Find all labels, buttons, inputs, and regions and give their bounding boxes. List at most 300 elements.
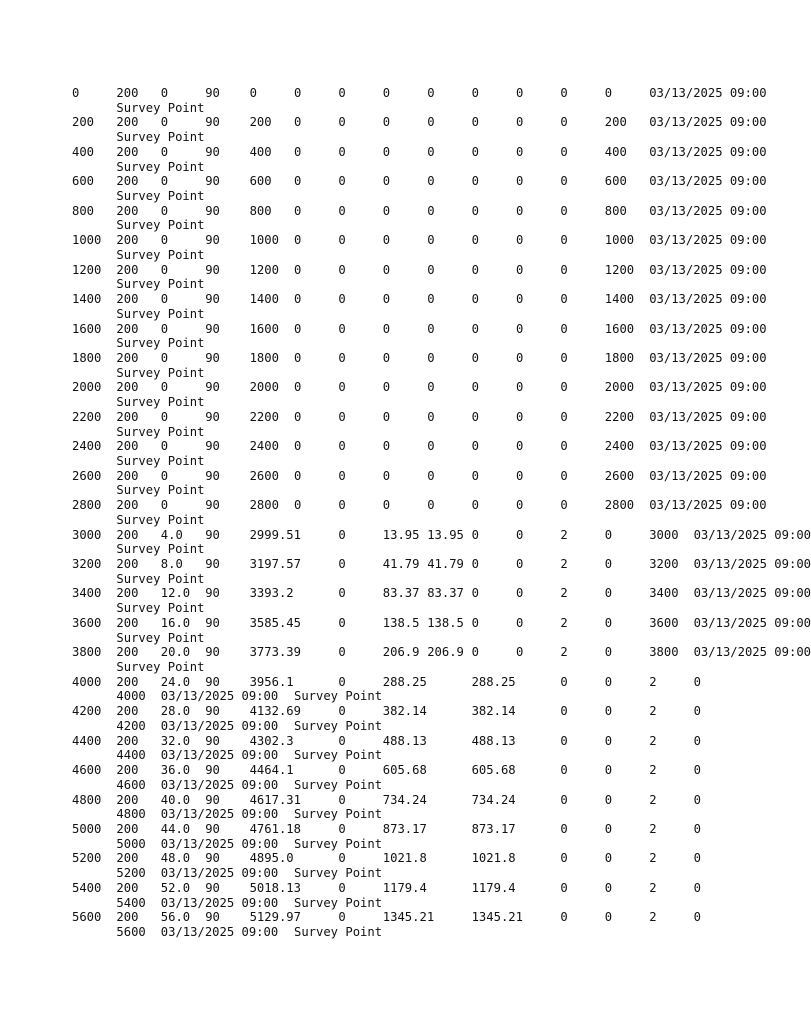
tvd-cell: 800 [249,203,272,218]
br-cell: 0 [604,733,613,748]
ns-cell: 0 [338,733,346,748]
inc-cell: 12.0 [160,586,191,601]
azi-cell: 90 [205,86,220,100]
ew-cell: 83.37 [382,586,420,601]
ew-cell: 1021.8 [382,851,427,866]
datetime-cell: 03/13/2025 09:00 [693,615,811,630]
azi-cell: 90 [205,792,220,807]
azi-cell: 90 [205,704,220,719]
table-row [72,675,762,704]
ew-cell: 0 [338,144,346,159]
tvd-cell: 3393.2 [249,586,294,601]
tvd-cell: 1600 [249,321,279,336]
azi-cell: 90 [205,674,220,689]
md-cell: 5400 [72,880,102,895]
azi-cell: 90 [205,262,220,277]
azi-cell: 90 [205,203,220,218]
vs-cell: 488.13 [471,733,516,748]
tvd-cell: 3773.39 [249,645,301,660]
tf-cell: 0 [693,821,701,836]
tr-cell: 2 [560,586,568,601]
cl-cell: 200 [116,174,139,189]
dls-cell: 0 [471,645,479,660]
table-row [72,86,767,115]
seq-cell: 5200 [116,866,146,881]
dls-cell: 0 [427,174,435,189]
table-row [72,586,811,616]
tr-cell: 2 [560,557,568,571]
md-cell: 2800 [72,498,102,513]
ns-cell: 0 [294,262,302,277]
inc-cell: 0 [160,115,169,130]
datetime-cell: 03/13/2025 09:00 [160,895,279,910]
table-row [72,321,767,351]
vs-cell: 0 [382,262,391,277]
tvd-cell: 2600 [249,468,279,483]
azi-cell: 90 [205,821,220,836]
tr-cell: 0 [516,144,524,159]
azi-cell: 90 [205,409,220,424]
cl-cell: 200 [116,468,139,483]
seq-cell: 1800 [604,350,635,365]
table-row [72,409,767,439]
tr-cell: 2 [649,674,657,689]
cl-cell: 200 [116,880,139,895]
cl-cell: 200 [116,557,139,571]
br-cell: 0 [604,910,613,925]
md-cell: 2400 [72,439,102,454]
cl-cell: 200 [116,292,139,307]
azi-cell: 90 [205,380,220,395]
azi-cell: 90 [205,350,220,365]
azi-cell: 90 [205,292,220,307]
azi-cell: 90 [205,115,220,130]
ns-cell: 0 [294,409,302,424]
datetime-cell: 03/13/2025 09:00 [160,718,279,733]
cl-cell: 200 [116,586,139,601]
vs-cell: 138.5 [427,615,464,630]
tr-cell: 0 [516,174,524,189]
seq-cell: 600 [604,174,627,189]
vs-cell: 0 [382,498,391,513]
tr-cell: 2 [560,615,568,630]
ew-cell: 288.25 [382,674,427,689]
azi-cell: 90 [205,557,220,571]
seq-cell: 5000 [116,836,146,851]
inc-cell: 0 [160,321,169,336]
tf-cell: 0 [560,498,568,513]
tr-cell: 0 [516,115,524,130]
md-cell: 4800 [72,792,102,807]
dls-cell: 0 [471,586,479,601]
cl-cell: 200 [116,321,139,336]
ns-cell: 0 [338,792,346,807]
md-cell: 800 [72,203,95,218]
datetime-cell: 03/13/2025 09:00 [649,498,767,513]
inc-cell: 24.0 [160,674,191,689]
inc-cell: 0 [160,144,169,159]
seq-cell: 3000 [649,527,679,542]
br-cell: 0 [516,645,524,660]
azi-cell: 90 [205,439,220,454]
ns-cell: 0 [338,645,346,660]
tf-cell: 0 [693,880,701,895]
datetime-cell: 03/13/2025 09:00 [649,468,767,483]
tvd-cell: 0 [249,86,257,100]
tvd-cell: 5018.13 [249,880,301,895]
survey-table [72,86,811,940]
inc-cell: 16.0 [160,615,191,630]
tvd-cell: 1400 [249,292,279,307]
br-cell: 0 [471,350,479,365]
tvd-cell: 600 [249,174,272,189]
br-cell: 0 [516,586,524,601]
inc-cell: 0 [160,292,169,307]
table-row [72,822,762,851]
tvd-cell: 3956.1 [249,674,294,689]
ns-cell: 0 [294,144,302,159]
table-row [72,144,767,174]
dls-cell: 0 [427,321,435,336]
br-cell: 0 [471,144,479,159]
dls-cell: 0 [427,468,435,483]
azi-cell: 90 [205,851,220,866]
cl-cell: 200 [116,704,139,719]
point-type-cell: Survey Point [116,571,205,586]
datetime-cell: 03/13/2025 09:00 [160,866,279,881]
point-type-cell: Survey Point [116,159,205,174]
tvd-cell: 2800 [249,498,279,513]
dls-cell: 0 [560,851,568,866]
md-cell: 3400 [72,586,102,601]
datetime-cell: 03/13/2025 09:00 [649,203,767,218]
ns-cell: 0 [338,586,346,601]
cl-cell: 200 [116,615,139,630]
tf-cell: 0 [604,527,613,542]
dls-cell: 0 [471,615,479,630]
tf-cell: 0 [693,704,701,719]
ns-cell: 0 [294,174,302,189]
table-row [72,468,767,498]
azi-cell: 90 [205,615,220,630]
cl-cell: 200 [116,851,139,866]
point-type-cell: Survey Point [116,247,205,262]
azi-cell: 90 [205,910,220,925]
table-row [72,763,762,792]
tr-cell: 0 [516,498,524,513]
tf-cell: 0 [560,233,568,248]
tr-cell: 2 [649,821,657,836]
table-row [72,645,811,675]
seq-cell: 2200 [604,409,635,424]
datetime-cell: 03/13/2025 09:00 [160,689,279,704]
tf-cell: 0 [560,380,568,395]
azi-cell: 90 [205,645,220,660]
tvd-cell: 4761.18 [249,821,301,836]
vs-cell: 0 [382,144,391,159]
tf-cell: 0 [560,350,568,365]
point-type-cell: Survey Point [294,689,383,704]
point-type-cell: Survey Point [116,277,205,292]
dls-cell: 0 [427,115,435,130]
br-cell: 0 [471,292,479,307]
ew-cell: 0 [338,439,346,454]
ew-cell: 13.95 [382,527,420,542]
dls-cell: 0 [560,880,568,895]
datetime-cell: 03/13/2025 09:00 [160,924,279,939]
datetime-cell: 03/13/2025 09:00 [649,144,767,159]
datetime-cell: 03/13/2025 09:00 [693,645,811,660]
cl-cell: 200 [116,674,139,689]
seq-cell: 2400 [604,439,635,454]
cl-cell: 200 [116,498,139,513]
cl-cell: 200 [116,439,139,454]
ns-cell: 0 [338,704,346,719]
vs-cell: 0 [382,321,391,336]
tf-cell: 0 [693,733,701,748]
inc-cell: 0 [160,409,169,424]
datetime-cell: 03/13/2025 09:00 [649,350,767,365]
ew-cell: 0 [338,174,346,189]
ns-cell: 0 [294,380,302,395]
tr-cell: 0 [516,380,524,395]
cl-cell: 200 [116,821,139,836]
dls-cell: 0 [427,86,435,100]
inc-cell: 0 [160,174,169,189]
cl-cell: 200 [116,409,139,424]
cl-cell: 200 [116,733,139,748]
ns-cell: 0 [338,763,346,778]
azi-cell: 90 [205,586,220,601]
br-cell: 0 [516,557,524,571]
dls-cell: 0 [560,821,568,836]
table-row [72,262,767,292]
md-cell: 3800 [72,645,102,660]
point-type-cell: Survey Point [116,542,205,557]
ns-cell: 0 [294,498,302,513]
cl-cell: 200 [116,144,139,159]
datetime-cell: 03/13/2025 09:00 [160,748,279,763]
inc-cell: 56.0 [160,910,191,925]
vs-cell: 0 [382,350,391,365]
tr-cell: 0 [516,468,524,483]
tf-cell: 0 [604,557,613,571]
md-cell: 2600 [72,468,102,483]
ew-cell: 138.5 [382,615,420,630]
seq-cell: 1400 [604,292,635,307]
vs-cell: 873.17 [471,821,516,836]
table-row [72,851,762,880]
vs-cell: 0 [382,203,391,218]
tvd-cell: 400 [249,144,272,159]
vs-cell: 41.79 [427,557,464,571]
dls-cell: 0 [427,498,435,513]
dls-cell: 0 [427,233,435,248]
datetime-cell: 03/13/2025 09:00 [649,321,767,336]
inc-cell: 0 [160,350,169,365]
tr-cell: 2 [560,645,568,660]
br-cell: 0 [471,321,479,336]
cl-cell: 200 [116,910,139,925]
md-cell: 3600 [72,615,102,630]
cl-cell: 200 [116,380,139,395]
inc-cell: 0 [160,380,169,395]
md-cell: 4200 [72,704,102,719]
md-cell: 5000 [72,821,102,836]
datetime-cell: 03/13/2025 09:00 [649,86,767,100]
seq-cell: 400 [604,144,627,159]
seq-cell: 3400 [649,586,679,601]
tf-cell: 0 [560,86,568,100]
dls-cell: 0 [471,527,479,542]
br-cell: 0 [604,674,613,689]
ew-cell: 488.13 [382,733,427,748]
md-cell: 1200 [72,262,102,277]
tvd-cell: 4302.3 [249,733,294,748]
datetime-cell: 03/13/2025 09:00 [649,380,767,395]
tf-cell: 0 [604,586,613,601]
table-row [72,115,767,145]
table-row [72,881,762,910]
vs-cell: 206.9 [427,645,464,660]
tf-cell: 0 [560,439,568,454]
cl-cell: 200 [116,203,139,218]
table-row [72,233,767,262]
inc-cell: 0 [160,86,169,100]
md-cell: 2000 [72,380,102,395]
dls-cell: 0 [427,292,435,307]
ns-cell: 0 [294,292,302,307]
table-row [72,292,767,321]
ew-cell: 41.79 [382,557,420,571]
ns-cell: 0 [338,821,346,836]
point-type-cell: Survey Point [116,218,205,233]
tvd-cell: 1200 [249,262,279,277]
point-type-cell: Survey Point [294,718,383,733]
tr-cell: 0 [516,262,524,277]
tvd-cell: 5129.97 [249,910,301,925]
point-type-cell: Survey Point [116,189,205,204]
tr-cell: 0 [516,409,524,424]
dls-cell: 0 [427,144,435,159]
dls-cell: 0 [560,674,568,689]
azi-cell: 90 [205,527,220,542]
datetime-cell: 03/13/2025 09:00 [649,174,767,189]
tf-cell: 0 [560,262,568,277]
ew-cell: 382.14 [382,704,427,719]
inc-cell: 44.0 [160,821,191,836]
md-cell: 4000 [72,674,102,689]
inc-cell: 0 [160,439,169,454]
point-type-cell: Survey Point [294,895,383,910]
ns-cell: 0 [294,115,302,130]
cl-cell: 200 [116,527,139,542]
vs-cell: 0 [382,468,391,483]
azi-cell: 90 [205,468,220,483]
vs-cell: 288.25 [471,674,516,689]
inc-cell: 28.0 [160,704,191,719]
datetime-cell: 03/13/2025 09:00 [693,557,811,571]
tvd-cell: 4617.31 [249,792,301,807]
azi-cell: 90 [205,733,220,748]
point-type-cell: Survey Point [294,748,383,763]
ew-cell: 0 [338,292,346,307]
tr-cell: 0 [516,350,524,365]
vs-cell: 0 [382,439,391,454]
tf-cell: 0 [604,615,613,630]
br-cell: 0 [604,851,613,866]
tf-cell: 0 [560,115,568,130]
table-row [72,350,767,380]
point-type-cell: Survey Point [116,601,205,616]
br-cell: 0 [471,233,479,248]
point-type-cell: Survey Point [294,836,383,851]
datetime-cell: 03/13/2025 09:00 [160,807,279,822]
ns-cell: 0 [294,321,302,336]
tf-cell: 0 [560,174,568,189]
cl-cell: 200 [116,350,139,365]
dls-cell: 0 [427,350,435,365]
seq-cell: 3200 [649,557,679,571]
datetime-cell: 03/13/2025 09:00 [649,233,767,248]
datetime-cell: 03/13/2025 09:00 [649,262,767,277]
vs-cell: 0 [382,409,391,424]
inc-cell: 8.0 [160,557,183,571]
tr-cell: 2 [649,851,657,866]
tvd-cell: 4895.0 [249,851,294,866]
seq-cell: 4200 [116,718,146,733]
inc-cell: 0 [160,468,169,483]
vs-cell: 13.95 [427,527,464,542]
ew-cell: 0 [338,380,346,395]
md-cell: 3000 [72,527,102,542]
dls-cell: 0 [427,439,435,454]
br-cell: 0 [604,880,613,895]
tvd-cell: 2200 [249,409,279,424]
md-cell: 2200 [72,409,102,424]
br-cell: 0 [604,792,613,807]
datetime-cell: 03/13/2025 09:00 [693,527,811,542]
point-type-cell: Survey Point [294,866,383,881]
tf-cell: 0 [693,851,701,866]
datetime-cell: 03/13/2025 09:00 [160,836,279,851]
cl-cell: 200 [116,792,139,807]
dls-cell: 0 [471,557,479,571]
ns-cell: 0 [338,880,346,895]
vs-cell: 605.68 [471,763,516,778]
table-row [72,498,767,527]
azi-cell: 90 [205,174,220,189]
ew-cell: 206.9 [382,645,420,660]
inc-cell: 48.0 [160,851,191,866]
seq-cell: 0 [604,86,613,100]
table-row [72,704,762,733]
tr-cell: 2 [649,792,657,807]
azi-cell: 90 [205,233,220,248]
tvd-cell: 2400 [249,439,279,454]
seq-cell: 2800 [604,498,635,513]
tf-cell: 0 [560,203,568,218]
tr-cell: 2 [560,527,568,542]
table-row [72,793,762,822]
azi-cell: 90 [205,321,220,336]
br-cell: 0 [471,380,479,395]
point-type-cell: Survey Point [116,395,205,410]
md-cell: 1800 [72,350,102,365]
md-cell: 4600 [72,763,102,778]
vs-cell: 0 [382,233,391,248]
br-cell: 0 [516,527,524,542]
